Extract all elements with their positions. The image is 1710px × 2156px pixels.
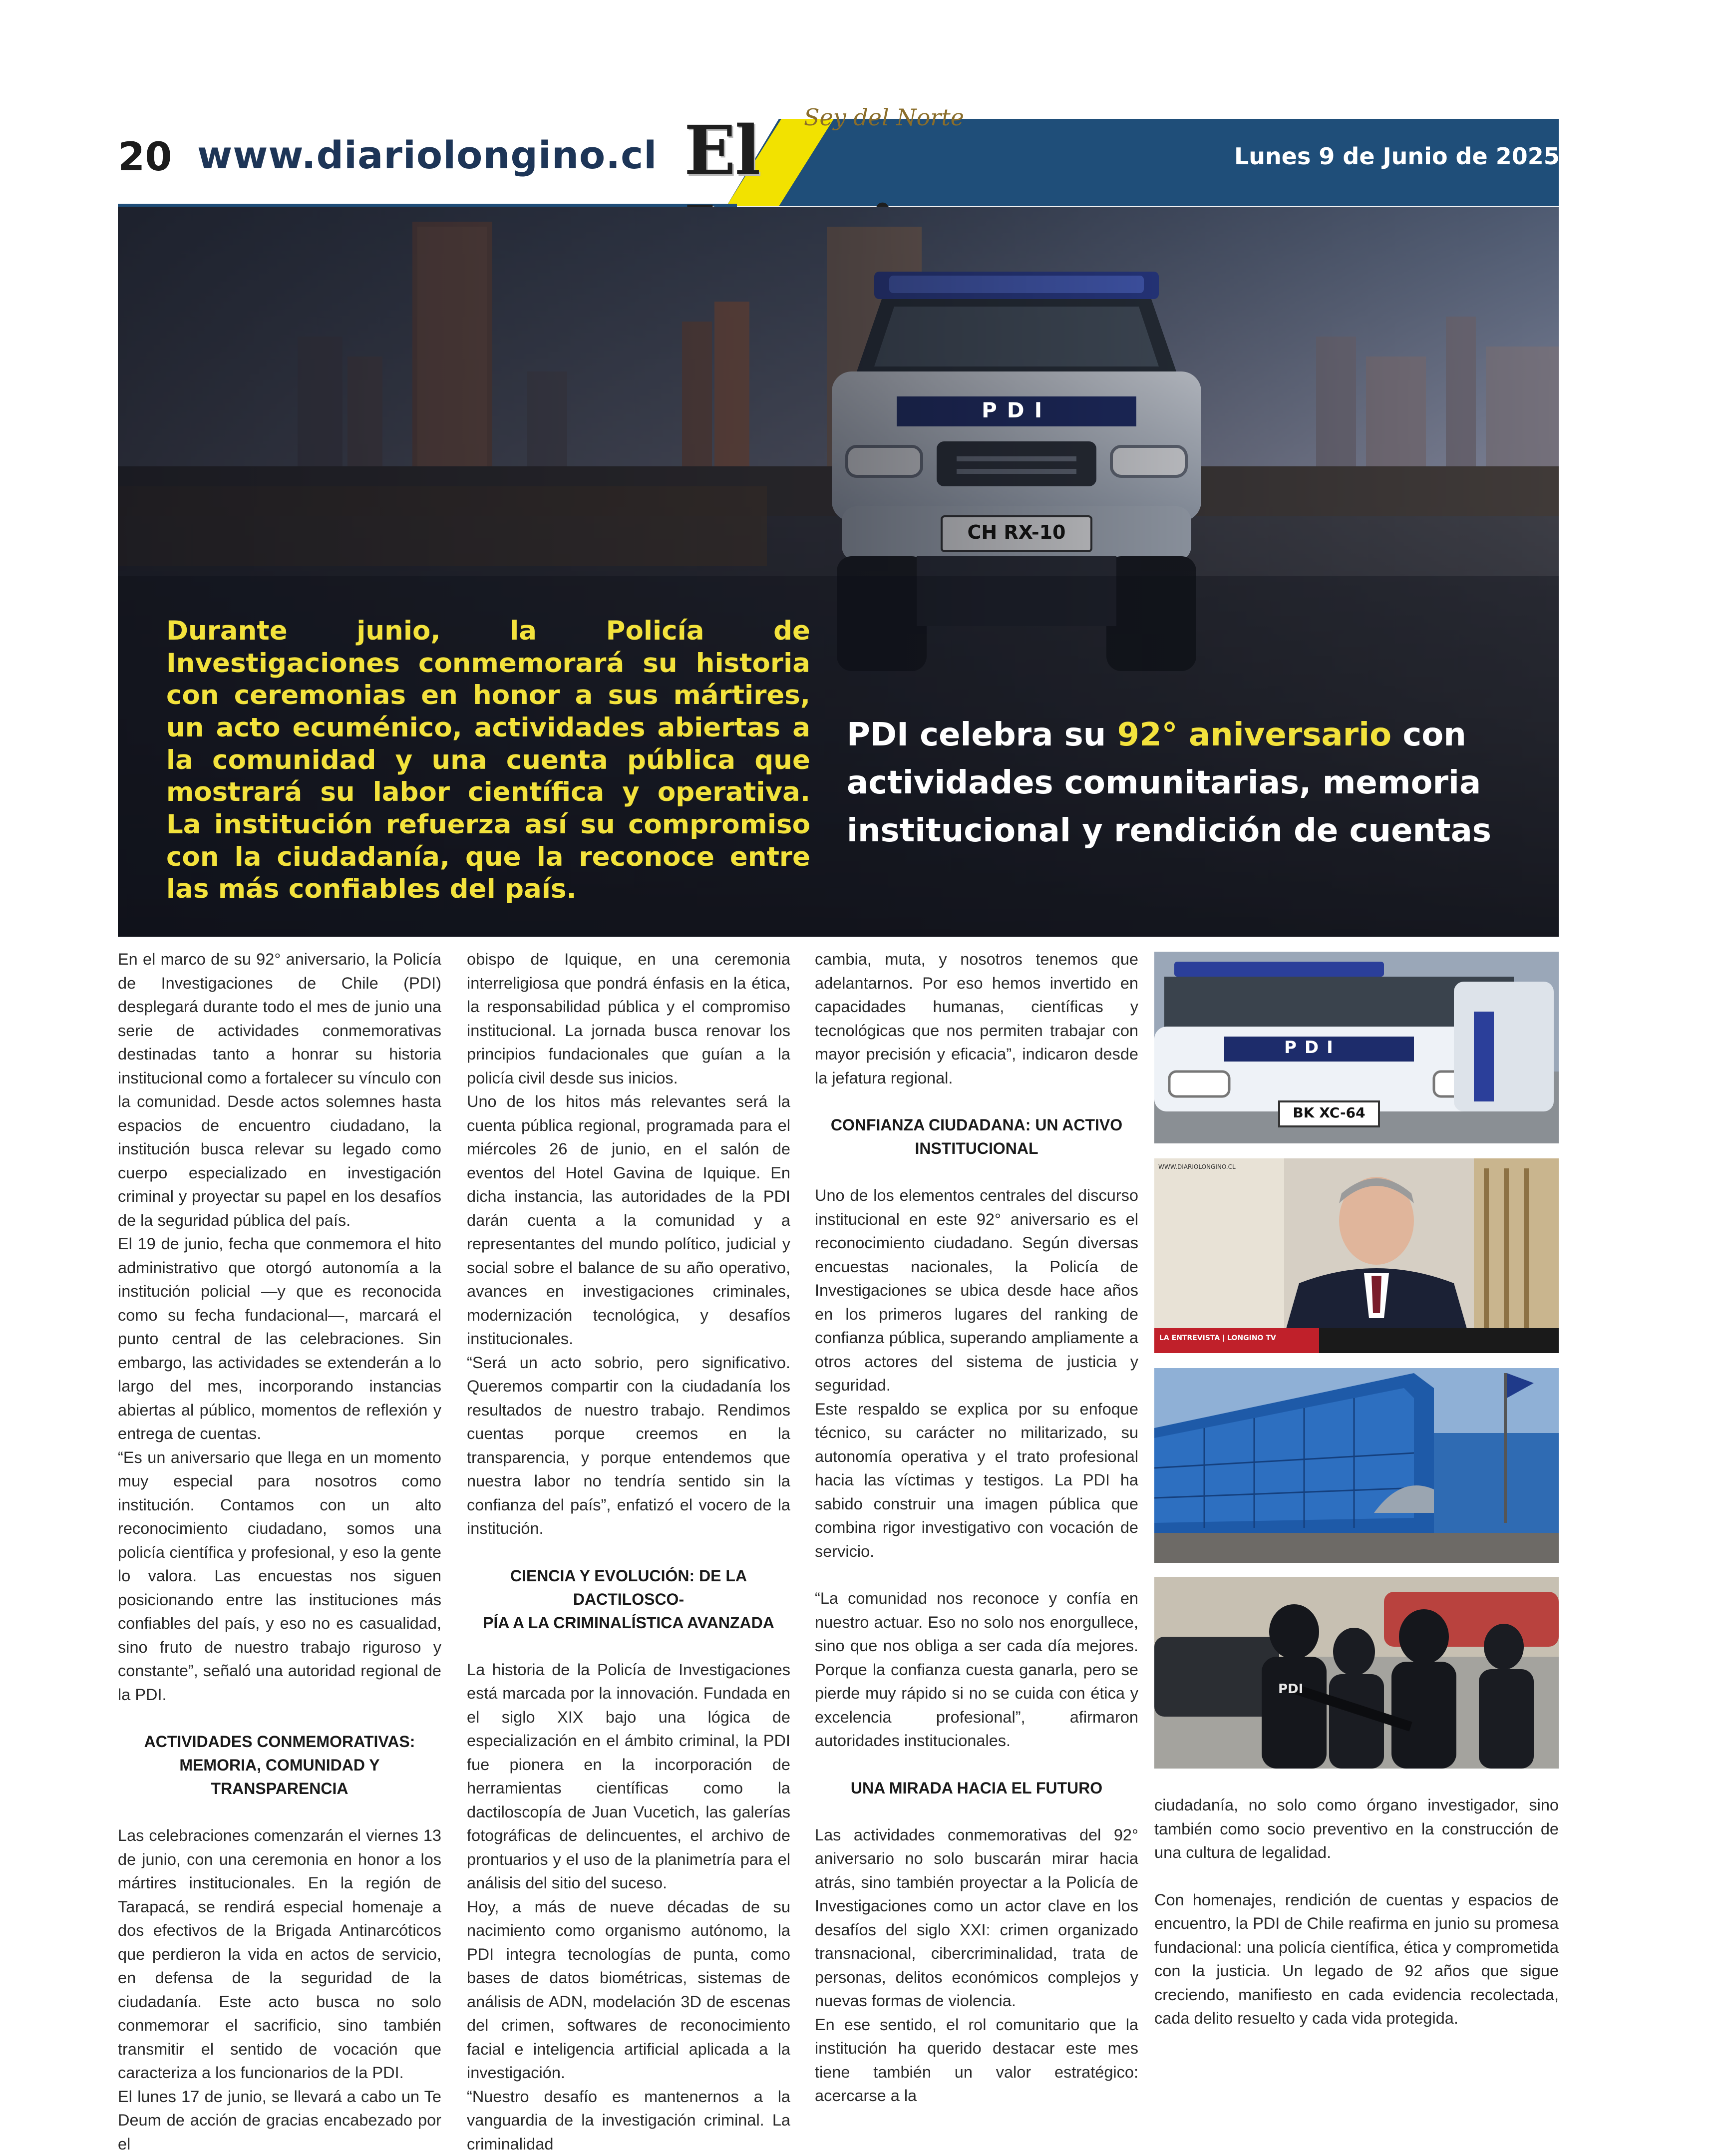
paragraph: En ese sentido, el rol comunitario que la institución ha querido destacar este mes tiene también un valor estratégico: acercarse a la: [815, 2013, 1138, 2108]
website-url[interactable]: www.diariolongino.cl: [197, 133, 657, 177]
paragraph: ciudadanía, no solo como órgano investigador, sino también como socio preventivo en la construcción de una cultura de legalidad.: [1154, 1794, 1559, 1865]
headline-highlight: 92° aniversario: [1117, 717, 1391, 753]
section-heading-line: PÍA A LA CRIMINALÍSTICA AVANZADA: [483, 1614, 774, 1632]
vehicle-plate: CH RX-10: [947, 521, 1086, 543]
photo-pdi-officers: [1154, 1577, 1559, 1769]
paragraph: Uno de los hitos más relevantes será la cuenta pública regional, programada para el miércoles 26 de junio, en el salón de eventos del Hotel Gavina de Iquique. En dicha instancia, las autoridades de la PDI darán cuenta a la comunidad y a representantes del mundo político, judicial y social sobre el balance de su año operativo, avances en investigaciones criminales, modernización tecnológica, y desafíos institucionales.: [467, 1090, 790, 1351]
paragraph: Hoy, a más de nueve décadas de su nacimiento como organismo autónomo, la PDI integra tecnologías de punta, como bases de datos biométricas, sistemas de análisis de ADN, modelación 3D de escenas del crimen, softwares de reconocimiento facial e inteligencia artificial aplicada a la investigación.: [467, 1895, 790, 2085]
hero-lead-paragraph: Durante junio, la Policía de Investigaciones conmemorará su historia con ceremonias en honor a sus mártires, un acto ecuménico, actividades abiertas a la comunidad y una cuenta pública que mostrará su labor científica y operativa. La institución refuerza así su compromiso con la ciudadanía, que la reconoce entre las más confiables del país.: [166, 615, 810, 906]
headline-part-2: con actividades comunitarias, memoria institucional y rendición de cuentas: [847, 717, 1491, 849]
paragraph: El 19 de junio, fecha que conmemora el hito administrativo que otorgó autonomía a la institución policial —y que es reconocida como su fecha fundacional—, marcará el punto central de las celebraciones. Sin embargo, las actividades se extenderán a lo largo del mes, incorporando instancias abiertas al público, momentos de reflexión y entrega de cuentas.: [118, 1232, 441, 1446]
vehicle-plate: BK XC-64: [1279, 1104, 1379, 1121]
hero-banner: [118, 207, 1559, 937]
section-heading-line: CIENCIA Y EVOLUCIÓN: DE LA DACTILOSCO-: [510, 1567, 747, 1608]
photo-pdi-vehicle: [1154, 952, 1559, 1143]
paragraph: “Será un acto sobrio, pero significativo. Queremos compartir con la ciudadanía los resultados de nuestro trabajo. Rendimos cuentas porque creemos en la transparencia, y porque entendemos que nuestra labor no tendría sentido sin la confianza del país”, enfatizó el vocero de la institución.: [467, 1351, 790, 1541]
article-column-3: [815, 948, 1138, 2108]
page-number: 20: [118, 135, 172, 180]
article-column-4: [1154, 1794, 1559, 2031]
vest-text: PDI: [1278, 1682, 1303, 1697]
publication-date: Lunes 9 de Junio de 2025: [1234, 143, 1560, 170]
photo-interview-longino-tv: [1154, 1158, 1559, 1353]
photo-pdi-building: [1154, 1368, 1559, 1563]
paragraph: El lunes 17 de junio, se llevará a cabo un Te Deum de acción de gracias encabezado por el: [118, 2085, 441, 2156]
section-heading-line: MEMORIA, COMUNIDAD Y TRANSPARENCIA: [179, 1756, 379, 1797]
headline-part-1: PDI celebra su: [847, 717, 1117, 753]
tv-watermark-logo: WWW.DIARIOLONGINO.CL: [1158, 1163, 1236, 1170]
paragraph: “La comunidad nos reconoce y confía en nuestro actuar. Eso no solo nos enorgullece, sino que nos obliga a ser cada día mejores. Porque la confianza cuesta ganarla, pero se pierde muy rápido si no se cuida con ética y excelencia profesional”, afirmaron autoridades institucionales.: [815, 1587, 1138, 1753]
section-heading-futuro: UNA MIRADA HACIA EL FUTURO: [815, 1777, 1138, 1800]
paragraph: En el marco de su 92° aniversario, la Policía de Investigaciones de Chile (PDI) desplegará durante todo el mes de junio una serie de actividades conmemorativas destinadas tanto a honrar su historia institucional como a fortalecer su vínculo con la comunidad. Desde actos solemnes hasta espacios de encuentro ciudadano, la institución busca relevar su legado como cuerpo especializado en investigación criminal y proyectar su papel en los desafíos de la seguridad pública del país.: [118, 948, 441, 1232]
section-heading-ciencia: [467, 1564, 790, 1635]
paragraph: Uno de los elementos centrales del discurso institucional en este 92° aniversario es el reconocimiento ciudadano. Según diversas encuestas nacionales, la Policía de Investigaciones se ubica desde hace años en los primeros lugares del ranking de confianza pública, superando ampliamente a otros actores del sistema de justicia y seguridad.: [815, 1184, 1138, 1398]
article-column-1: [118, 948, 441, 2156]
paragraph: Este respaldo se explica por su enfoque técnico, su carácter no militarizado, su autonomía operativa y el trato profesional hacia las víctimas y testigos. La PDI ha sabido construir una imagen pública que combina rigor investigativo con vocación de servicio.: [815, 1398, 1138, 1564]
vehicle-door-text: PDI: [982, 398, 1052, 422]
tv-lower-third-banner: LA ENTREVISTA | LONGINO TV: [1159, 1334, 1276, 1342]
paragraph: obispo de Iquique, en una ceremonia interreligiosa que pondrá énfasis en la ética, la responsabilidad pública y el compromiso institucional. La jornada busca renovar los principios fundacionales que guían a la policía civil desde sus inicios.: [467, 948, 790, 1090]
section-heading-line: ACTIVIDADES CONMEMORATIVAS:: [144, 1733, 415, 1751]
vehicle-door-text: PDI: [1284, 1038, 1341, 1058]
article-column-2: [467, 948, 790, 2156]
section-heading-actividades: [118, 1730, 441, 1800]
paragraph: “Es un aniversario que llega en un momento muy especial para nosotros como institución. Contamos con un alto reconocimiento ciudadano, somos una policía científica y profesional, y eso la gente lo valora. Las encuestas nos siguen posicionando entre las instituciones más confiables del país, y eso no es casualidad, sino fruto de nuestro trabajo riguroso y constante”, señaló una autoridad regional de la PDI.: [118, 1446, 441, 1707]
newspaper-logo[interactable]: [684, 100, 1033, 190]
headline: [847, 711, 1546, 855]
paragraph: cambia, muta, y nosotros tenemos que adelantarnos. Por eso hemos invertido en capacidades humanas, científicas y tecnológicas que nos permiten trabajar con mayor precisión y eficacia”, indicaron desde la jefatura regional.: [815, 948, 1138, 1090]
logo-tagline: Sey del Norte: [804, 104, 964, 131]
paragraph: Las actividades conmemorativas del 92° aniversario no solo buscarán mirar hacia atrás, sino también proyectar a la Policía de Investigaciones como un actor clave en los desafíos del siglo XXI: crimen organizado transnacional, cibercriminalidad, trata de personas, delitos económicos complejos y nuevas formas de violencia.: [815, 1823, 1138, 2013]
paragraph: Con homenajes, rendición de cuentas y espacios de encuentro, la PDI de Chile reafirma en junio su promesa fundacional: una policía científica, ética y comprometida con la justicia. Un legado de 92 años que sigue creciendo, manifiesto en cada evidencia recolectada, cada delito resuelto y cada vida protegida.: [1154, 1888, 1559, 2031]
paragraph: Las celebraciones comenzarán el viernes 13 de junio, con una ceremonia en honor a los mártires institucionales. En la región de Tarapacá, se rendirá especial homenaje a dos efectivos de la Brigada Antinarcóticos que perdieron la vida en actos de servicio, en defensa de la seguridad de la ciudadanía. Este acto busca no solo conmemorar el sacrificio, sino también transmitir el sentido de vocación que caracteriza a los funcionarios de la PDI.: [118, 1824, 441, 2085]
logo-name: El: [684, 111, 1033, 271]
section-heading-confianza: CONFIANZA CIUDADANA: UN ACTIVO INSTITUCIONAL: [815, 1113, 1138, 1160]
paragraph: La historia de la Policía de Investigaciones está marcada por la innovación. Fundada en el siglo XIX bajo una lógica de especialización en el ámbito criminal, la PDI fue pionera en la incorporación de herramientas científicas como la dactiloscopía de Juan Vucetich, las galerías fotográficas de delincuentes, el archivo de prontuarios y el uso de la planimetría para el análisis del sitio del suceso.: [467, 1658, 790, 1895]
paragraph: “Nuestro desafío es mantenernos a la vanguardia de la investigación criminal. La criminalidad: [467, 2085, 790, 2156]
